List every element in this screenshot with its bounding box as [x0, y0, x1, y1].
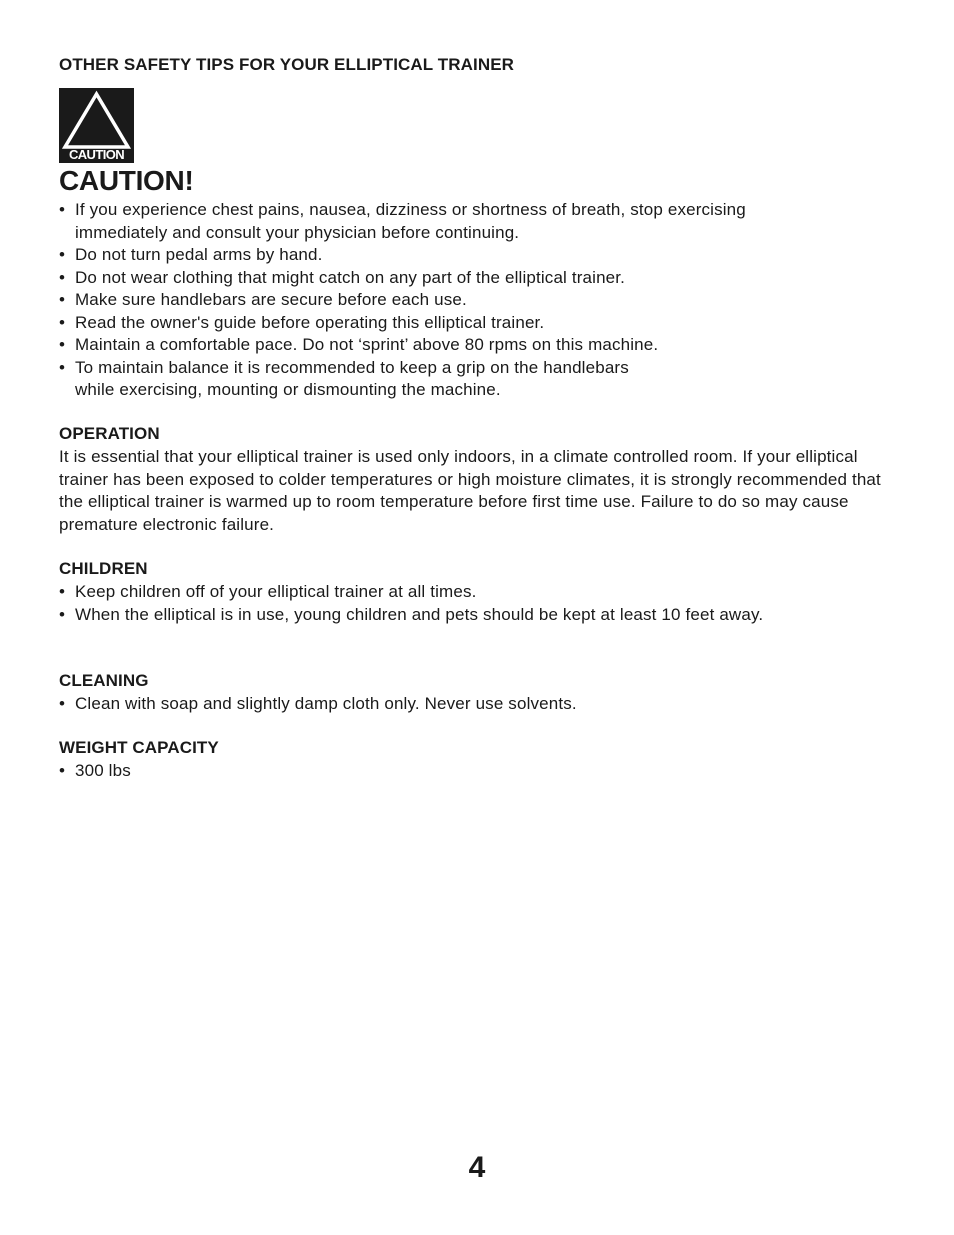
- list-item: • Do not wear clothing that might catch on any part of the elliptical trainer.: [59, 267, 626, 287]
- list-item: • 300 lbs: [59, 761, 131, 780]
- operation-heading: OPERATION: [59, 424, 160, 443]
- children-list: [59, 581, 779, 626]
- caution-list: [59, 199, 779, 402]
- page-heading: OTHER SAFETY TIPS FOR YOUR ELLIPTICAL TRAINER: [59, 55, 515, 74]
- page-number: 4: [468, 1151, 486, 1184]
- weight-capacity-list: [59, 760, 904, 783]
- children-section: [59, 558, 779, 626]
- operation-section: [59, 423, 904, 536]
- weight-capacity-heading: WEIGHT CAPACITY: [59, 738, 219, 757]
- list-item: • Clean with soap and slightly damp cloth only. Never use solvents.: [59, 694, 577, 713]
- children-heading: CHILDREN: [59, 559, 148, 578]
- caution-warning-icon: [59, 88, 134, 163]
- caution-title: CAUTION!: [59, 165, 194, 196]
- weight-capacity-section: [59, 737, 904, 783]
- list-item: • Maintain a comfortable pace. Do not ‘sprint’ above 80 rpms on this machine.: [59, 335, 659, 354]
- list-item: • Make sure handlebars are secure before each use.: [59, 290, 467, 309]
- list-item: • When the elliptical is in use, young children and pets should be kept at least 10 feet away.: [59, 604, 764, 624]
- caution-icon-label: CAUTION: [68, 147, 125, 162]
- operation-text: It is essential that your elliptical trainer is used only indoors, in a climate controlled room. If your elliptical trainer has been exposed to colder temperatures or high moisture climates, it is strongly recommended that the elliptical trainer is warmed up to room temperature before first time use. Failure to do so may cause premature electronic failure.: [59, 447, 881, 534]
- list-item: • If you experience chest pains, nausea, dizziness or shortness of breath, stop exercising immediately and consult your physician before continuing.: [59, 200, 746, 242]
- list-item: • To maintain balance it is recommended to keep a grip on the handlebars while exercising, mounting or dismounting the machine.: [59, 357, 629, 399]
- list-item: • Keep children off of your elliptical trainer at all times.: [59, 582, 477, 601]
- list-item: • Do not turn pedal arms by hand.: [59, 245, 323, 264]
- cleaning-section: [59, 670, 904, 716]
- list-item: • Read the owner's guide before operating this elliptical trainer.: [59, 312, 545, 332]
- cleaning-list: [59, 693, 904, 716]
- cleaning-heading: CLEANING: [59, 671, 149, 690]
